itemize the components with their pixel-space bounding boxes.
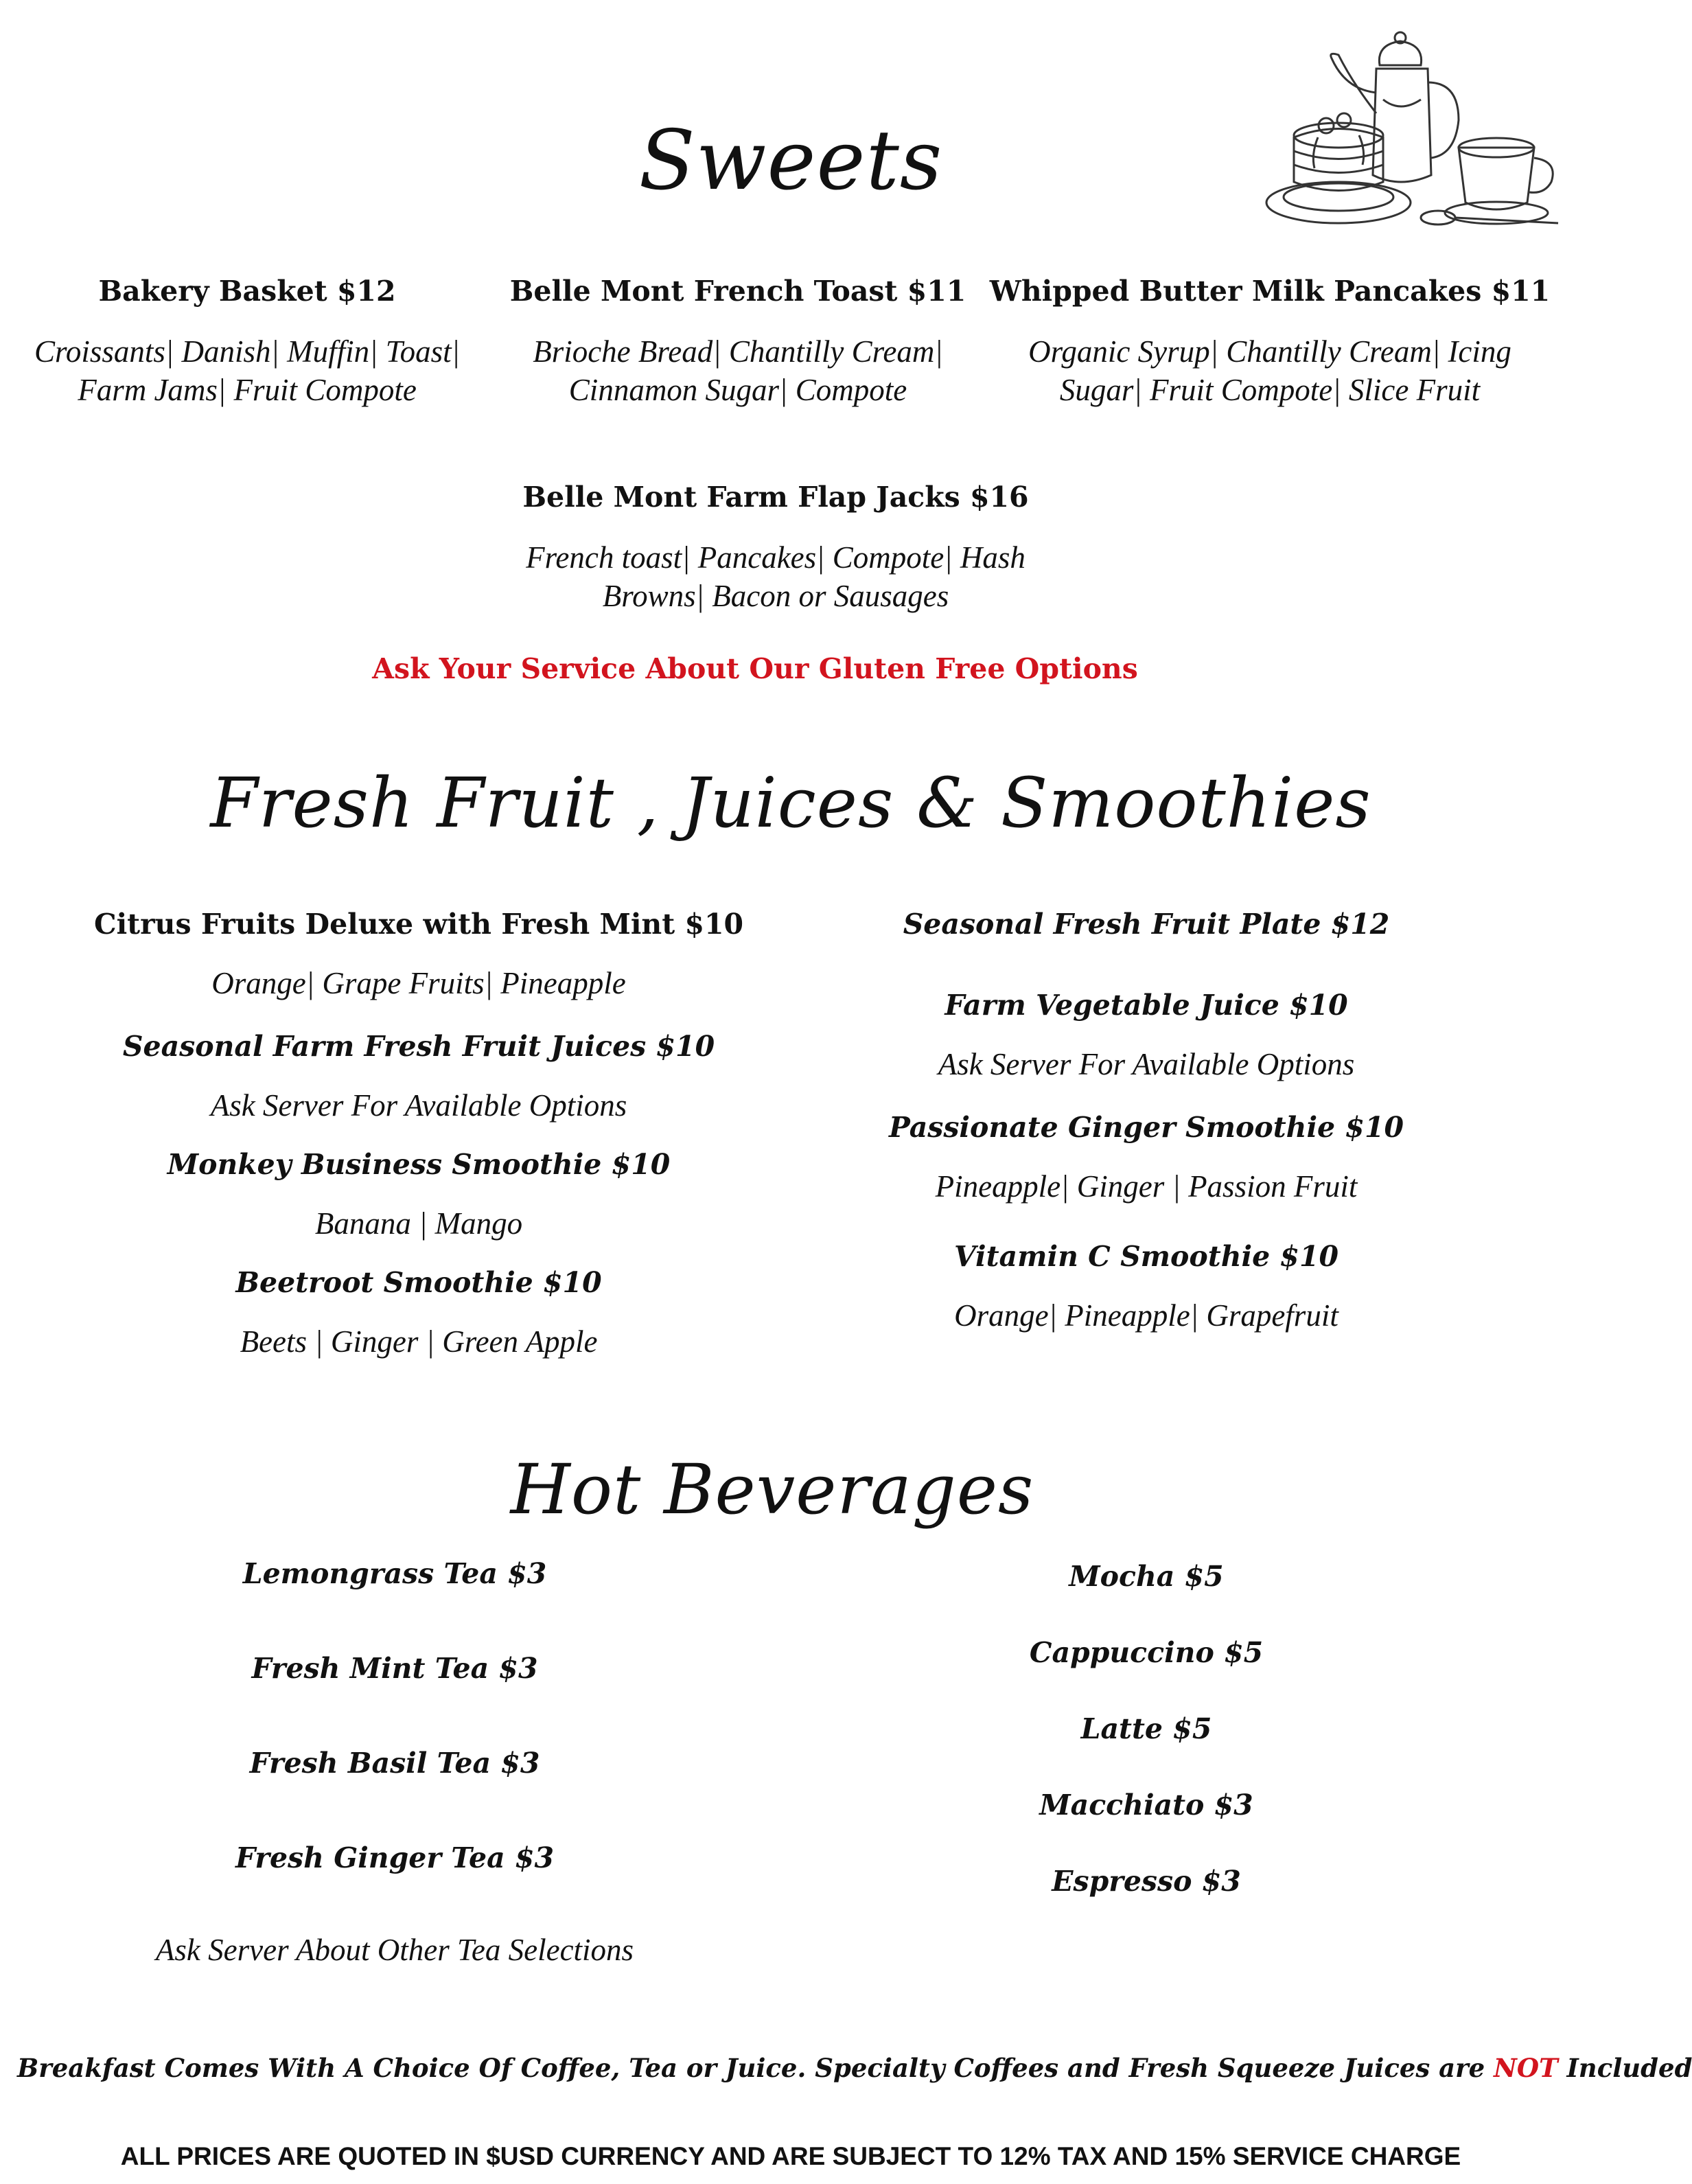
gluten-free-note: Ask Your Service About Our Gluten Free Options xyxy=(372,652,1138,685)
breakfast-note-text-end: Included xyxy=(1557,2053,1692,2083)
item-name: Espresso $3 xyxy=(1052,1865,1241,1898)
hot-beverages-heading: Hot Beverages xyxy=(510,1449,1034,1530)
fruit-left-column xyxy=(82,908,755,1361)
menu-item-pancakes xyxy=(982,275,1558,409)
tea-note: Ask Server About Other Tea Selections xyxy=(155,1933,634,1967)
menu-item-flap-jacks xyxy=(439,481,1112,615)
item-name: Fresh Ginger Tea $3 xyxy=(235,1841,555,1874)
breakfast-note-highlight: NOT xyxy=(1494,2053,1558,2083)
item-name: Monkey Business Smoothie $10 xyxy=(167,1148,671,1181)
item-desc: Browns| Bacon or Sausages xyxy=(602,579,949,613)
item-desc: Croissants| Danish| Muffin| Toast| xyxy=(34,334,461,369)
item-name: Belle Mont Farm Flap Jacks $16 xyxy=(522,481,1029,514)
item-name: Bakery Basket $12 xyxy=(98,275,396,308)
item-desc: Ask Server For Available Options xyxy=(938,1047,1355,1081)
item-name: Farm Vegetable Juice $10 xyxy=(944,989,1348,1022)
pricing-footer: ALL PRICES ARE QUOTED IN $USD CURRENCY AND ARE SUBJECT TO 12% TAX AND 15% SERVICE CHARGE xyxy=(120,2142,1461,2170)
menu-item-french-toast xyxy=(494,275,982,409)
breakfast-note-text: Breakfast Comes With A Choice Of Coffee, Tea or Juice. Specialty Coffees and Fresh Squeeze Juices are xyxy=(17,2053,1494,2083)
item-desc: Beets | Ginger | Green Apple xyxy=(240,1324,598,1359)
item-desc: Sugar| Fruit Compote| Slice Fruit xyxy=(1059,373,1481,407)
hot-left-column xyxy=(89,1557,700,1969)
item-desc: French toast| Pancakes| Compote| Hash xyxy=(526,540,1025,575)
item-desc: Pineapple| Ginger | Passion Fruit xyxy=(935,1169,1358,1204)
fruit-heading: Fresh Fruit , Juices & Smoothies xyxy=(210,763,1371,843)
item-name: Beetroot Smoothie $10 xyxy=(235,1266,602,1299)
item-name: Fresh Mint Tea $3 xyxy=(251,1652,538,1685)
item-desc: Organic Syrup| Chantilly Cream| Icing xyxy=(1028,334,1511,369)
item-name: Whipped Butter Milk Pancakes $11 xyxy=(989,275,1551,308)
item-desc: Brioche Bread| Chantilly Cream| xyxy=(533,334,943,369)
item-name: Lemongrass Tea $3 xyxy=(242,1557,547,1590)
item-desc: Cinnamon Sugar| Compote xyxy=(568,373,907,407)
item-desc: Orange| Grape Fruits| Pineapple xyxy=(211,966,626,1000)
menu-item-bakery-basket xyxy=(0,275,494,409)
item-desc: Farm Jams| Fruit Compote xyxy=(78,373,417,407)
item-name: Cappuccino $5 xyxy=(1029,1636,1264,1669)
item-name: Fresh Basil Tea $3 xyxy=(249,1747,540,1780)
item-name: Macchiato $3 xyxy=(1039,1789,1253,1821)
item-desc: Ask Server For Available Options xyxy=(210,1088,627,1123)
item-name: Citrus Fruits Deluxe with Fresh Mint $10 xyxy=(93,908,744,941)
item-name: Mocha $5 xyxy=(1069,1560,1224,1593)
hot-right-column xyxy=(837,1560,1455,1898)
item-name: Latte $5 xyxy=(1080,1712,1212,1745)
item-desc: Orange| Pineapple| Grapefruit xyxy=(954,1298,1338,1333)
item-name: Passionate Ginger Smoothie $10 xyxy=(888,1111,1404,1144)
breakfast-note xyxy=(17,2053,1692,2083)
item-name: Belle Mont French Toast $11 xyxy=(509,275,966,308)
fruit-right-column xyxy=(824,908,1469,1335)
item-name: Seasonal Farm Fresh Fruit Juices $10 xyxy=(122,1030,715,1063)
item-name: Vitamin C Smoothie $10 xyxy=(953,1240,1339,1273)
item-name: Seasonal Fresh Fruit Plate $12 xyxy=(903,908,1390,941)
sweets-heading: Sweets xyxy=(638,113,943,209)
item-desc: Banana | Mango xyxy=(314,1206,523,1241)
